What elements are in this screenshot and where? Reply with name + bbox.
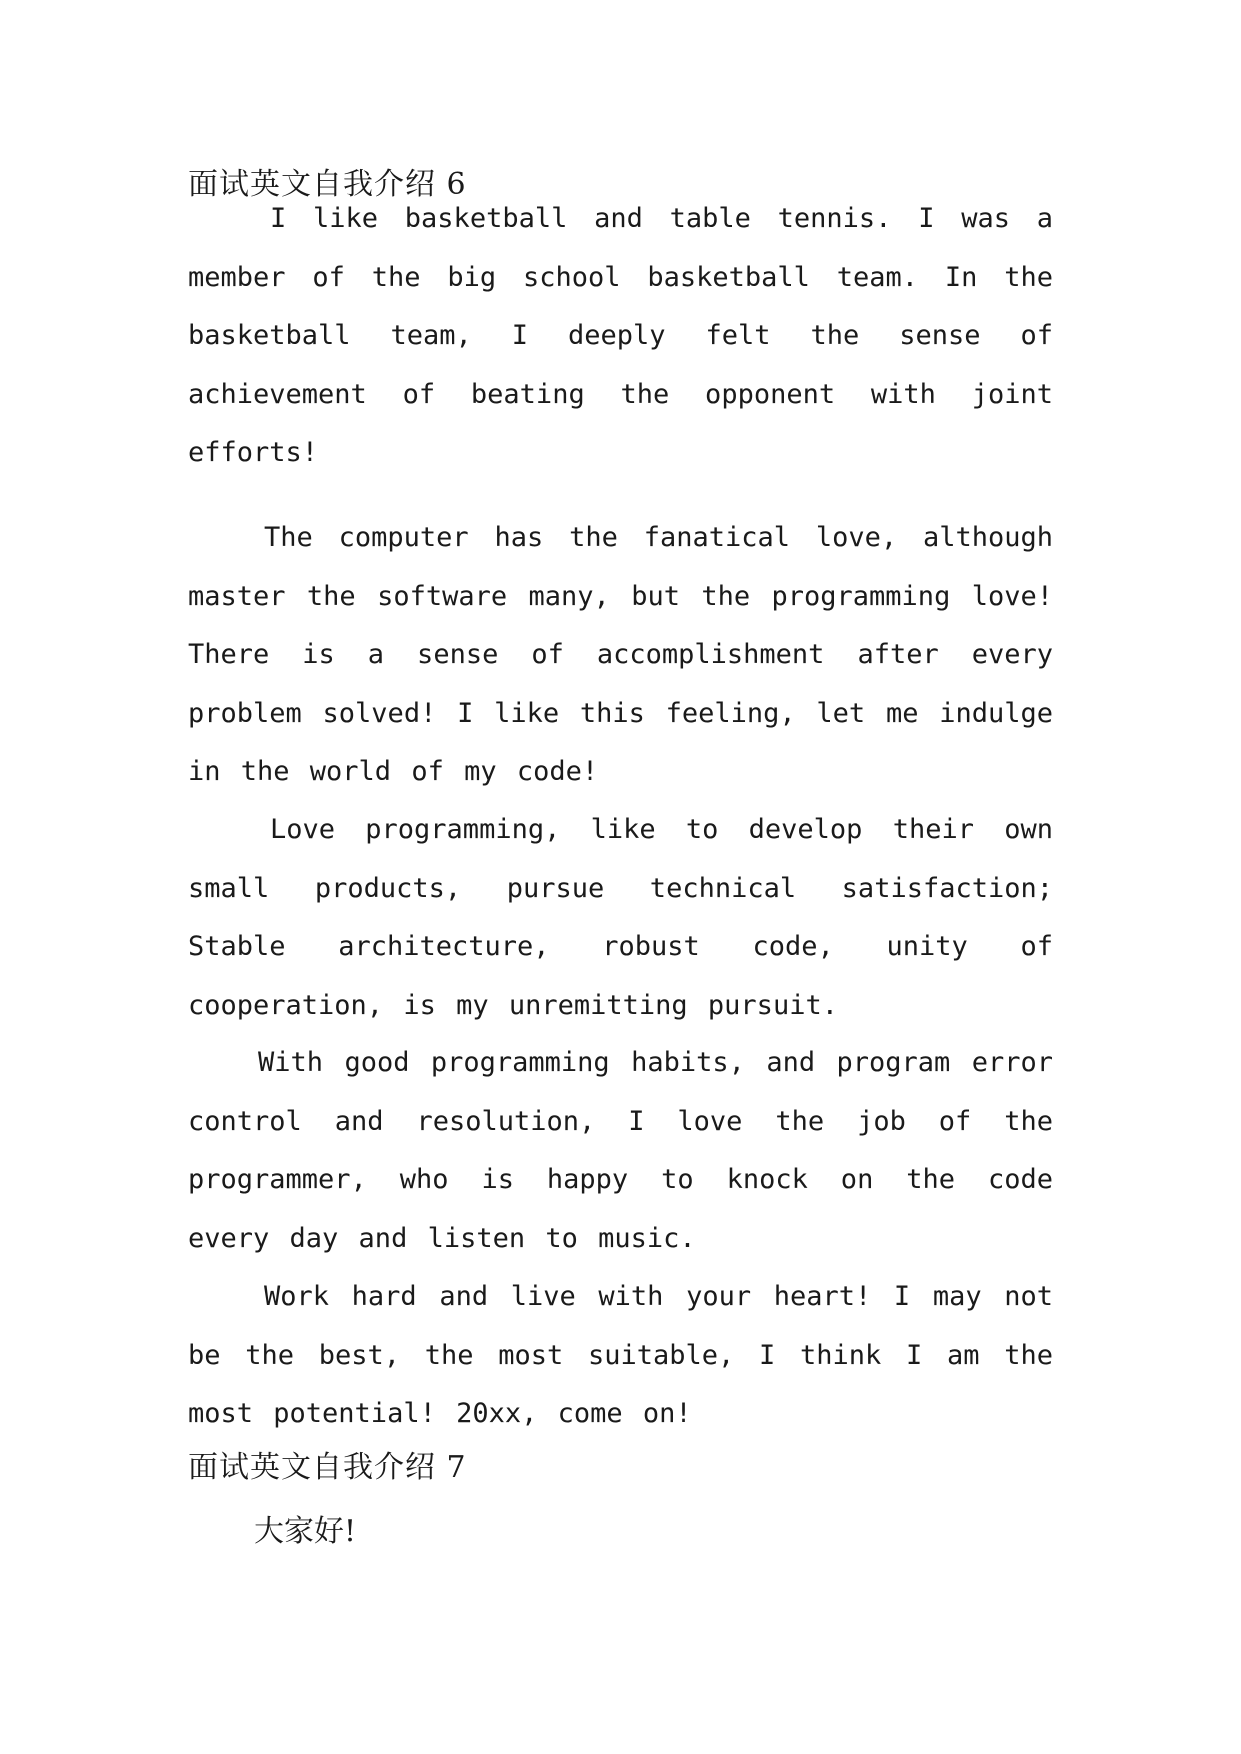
paragraph-basketball: I like basketball and table tennis. I was a member of the big school basketball team. In the basketball team, I deeply felt the sense of achievement of beating the opponent with joint efforts! [188, 203, 1053, 468]
paragraph-work-hard: Work hard and live with your heart! I may not be the best, the most suitable, I think I am the most potential! 20xx, come on! [188, 1281, 1053, 1429]
paragraph-computer: The computer has the fanatical love, although master the software many, but the programming love! There is a sense of accomplishment after every problem solved! I like this feeling, let me indulge in the world of my code! [188, 522, 1053, 787]
section-heading-7: 面试英文自我介绍 7 [188, 1450, 467, 1485]
greeting-text: 大家好! [254, 1514, 357, 1549]
paragraph-habits: With good programming habits, and program error control and resolution, I love the job of the programmer, who is happy to knock on the code every day and listen to music. [188, 1047, 1053, 1254]
section-heading-6: 面试英文自我介绍 6 [188, 167, 467, 202]
paragraph-programming: Love programming, like to develop their own small products, pursue technical satisfaction; Stable architecture, robust code, unity of cooperation, is my unremitting pursuit. [188, 814, 1053, 1021]
